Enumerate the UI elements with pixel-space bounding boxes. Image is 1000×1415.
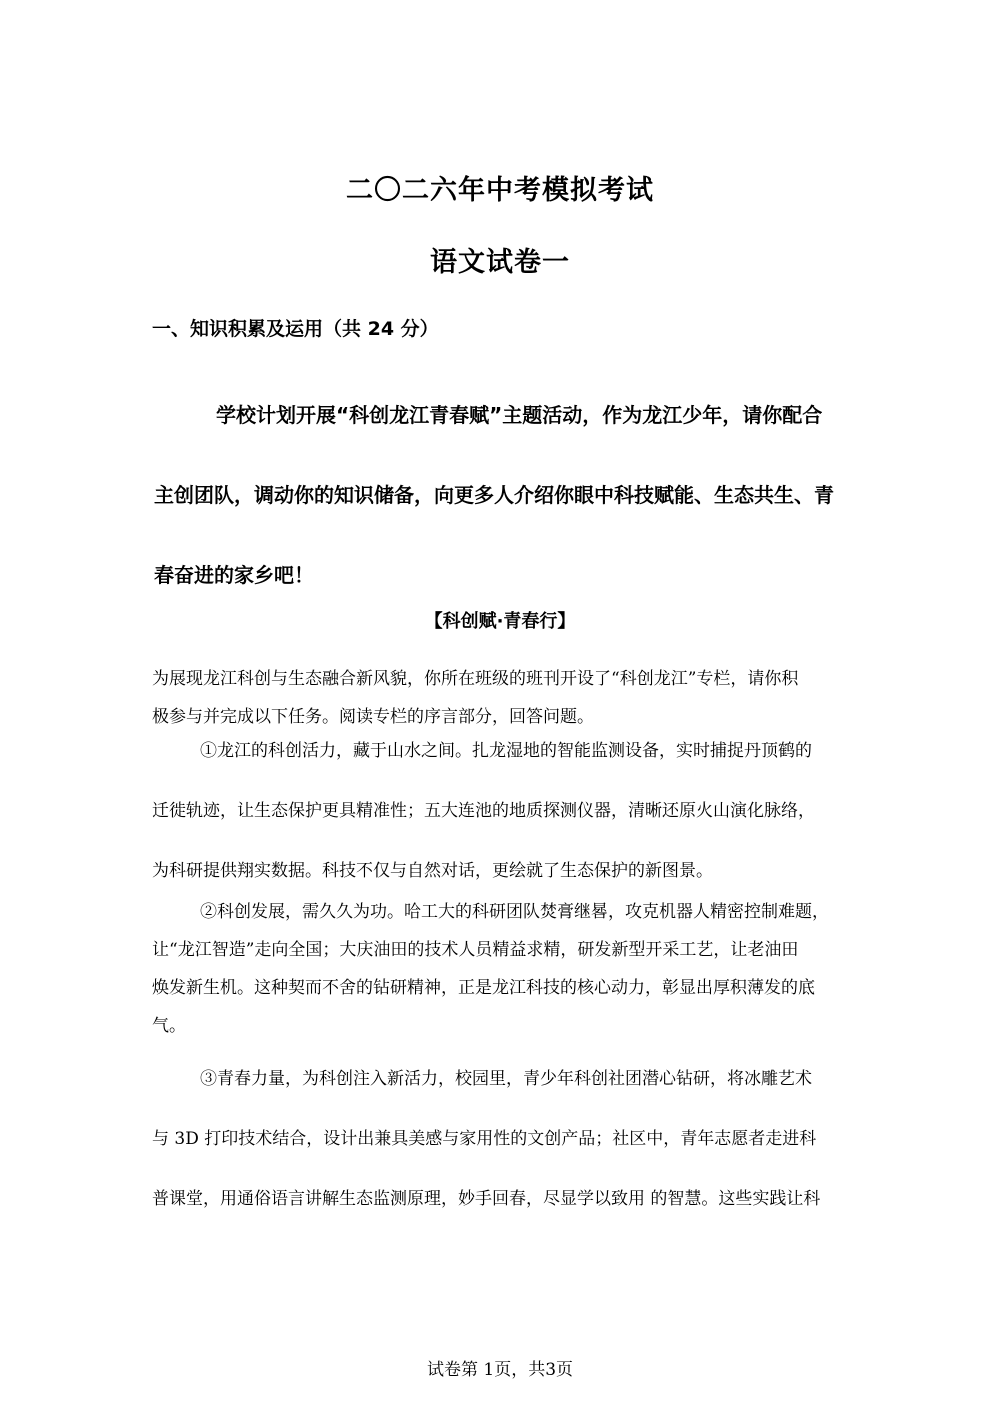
paragraph-line: ②科创发展，需久久为功。哈工大的科研团队焚膏继晷，攻克机器人精密控制难题， bbox=[200, 902, 829, 922]
task-instructions bbox=[152, 660, 852, 736]
intro-line: 学校计划开展“科创龙江青春赋”主题活动，作为龙江少年，请你配合 bbox=[216, 403, 823, 427]
paragraph-line: ③青春力量，为科创注入新活力，校园里，青少年科创社团潜心钻研，将冰雕艺术 bbox=[200, 1069, 812, 1089]
section-heading: 一、知识积累及运用（共 24 分） bbox=[152, 318, 439, 340]
paragraph-line: 为科研提供翔实数据。科技不仅与自然对话，更绘就了生态保护的新图景。 bbox=[152, 861, 713, 881]
paragraph-line: ①龙江的科创活力，藏于山水之间。扎龙湿地的智能监测设备，实时捕捉丹顶鹤的 bbox=[200, 741, 812, 761]
paragraph-3 bbox=[152, 1063, 852, 1243]
paragraph-2 bbox=[152, 893, 852, 1045]
task-line: 极参与并完成以下任务。阅读专栏的序言部分，回答问题。 bbox=[152, 707, 594, 727]
task-line: 为展现龙江科创与生态融合新风貌，你所在班级的班刊开设了“科创龙江”专栏，请你积 bbox=[152, 669, 799, 689]
paragraph-line: 气。 bbox=[152, 1016, 186, 1036]
intro-line: 春奋进的家乡吧！ bbox=[154, 563, 314, 587]
page-footer: 试卷第 1页，共3页 bbox=[426, 1360, 574, 1380]
section-intro bbox=[154, 375, 854, 615]
intro-line: 主创团队，调动你的知识储备，向更多人介绍你眼中科技赋能、生态共生、青 bbox=[154, 483, 834, 507]
paragraph-line: 焕发新生机。这种契而不舍的钻研精神，正是龙江科技的核心动力，彰显出厚积薄发的底 bbox=[152, 978, 815, 998]
paragraph-line: 迁徙轨迹，让生态保护更具精准性；五大连池的地质探测仪器，清晰还原火山演化脉络， bbox=[152, 801, 815, 821]
paragraph-1 bbox=[152, 735, 852, 915]
paragraph-line: 普课堂，用通俗语言讲解生态监测原理，妙手回春，尽显学以致用 的智慧。这些实践让科 bbox=[152, 1189, 821, 1209]
paragraph-line: 让“龙江智造”走向全国；大庆油田的技术人员精益求精，研发新型开采工艺，让老油田 bbox=[152, 940, 799, 960]
exam-title: 二〇二六年中考模拟考试 bbox=[346, 175, 654, 206]
paper-title: 语文试卷一 bbox=[430, 247, 570, 278]
paragraph-line: 与 3D 打印技术结合，设计出兼具美感与家用性的文创产品；社区中，青年志愿者走进科 bbox=[152, 1129, 817, 1149]
subsection-title: 【科创赋·青春行】 bbox=[424, 611, 576, 632]
